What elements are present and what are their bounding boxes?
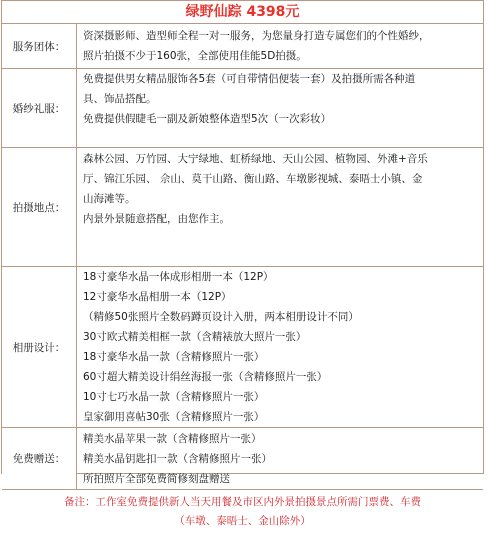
content-line: 内景外景随意搭配，由您作主。 bbox=[83, 213, 230, 225]
row-content bbox=[77, 69, 483, 147]
row-content bbox=[77, 148, 483, 266]
content-line: 精美水晶钥匙扣一款（含精修照片一张） bbox=[83, 453, 272, 465]
remarks-line: 备注：工作室免费提供新人当天用餐及市区内外景拍摄景点所需门票费、车费 bbox=[64, 496, 421, 508]
content-line: 30寸欧式精美相框一款（含精裱放大照片一张） bbox=[83, 331, 307, 343]
remarks-line: （车墩、泰晤士、金山除外） bbox=[174, 515, 311, 527]
content-line: 10寸七巧水晶一款（含精修照片一张） bbox=[83, 391, 265, 403]
row-label: 相册设计： bbox=[2, 267, 77, 427]
content-line: （精修50张照片全数码蹲页设计入册，两本相册设计不同） bbox=[83, 311, 359, 323]
row-label: 婚纱礼服： bbox=[2, 69, 77, 147]
content-line: 精美水晶苹果一款（含精修照片一张） bbox=[83, 433, 262, 445]
row-content bbox=[77, 267, 483, 427]
remarks-note bbox=[2, 490, 483, 536]
row-album-design bbox=[2, 267, 483, 428]
content-line: 免费提供假睫毛一副及新娘整体造型5次（一次彩妆） bbox=[83, 113, 332, 125]
content-line: 森林公园、万竹园、大宁绿地、虹桥绿地、天山公园、植物园、外滩+音乐 bbox=[83, 153, 428, 165]
row-content bbox=[77, 24, 483, 68]
row-wedding-dress bbox=[2, 69, 483, 148]
package-title: 绿野仙踪 4398元 bbox=[2, 1, 483, 24]
content-line: 60寸超大精美设计绢丝海报一张（含精修照片一张） bbox=[83, 371, 328, 383]
content-line: 山海滩等。 bbox=[83, 193, 136, 205]
content-line: 18寸豪华水晶一体成形相册一本（12P） bbox=[83, 271, 274, 283]
content-line: 18寸豪华水晶一款（含精修照片一张） bbox=[83, 351, 265, 363]
row-service-team bbox=[2, 24, 483, 69]
row-shoot-locations bbox=[2, 148, 483, 267]
row-label: 免费赠送： bbox=[2, 428, 77, 489]
row-label: 拍摄地点： bbox=[2, 148, 77, 266]
row-content bbox=[77, 428, 483, 489]
content-line: 所拍照片全部免费简修刻盘赠送 bbox=[83, 473, 230, 485]
content-line: 具、饰品搭配。 bbox=[83, 93, 157, 105]
content-line: 12寸豪华水晶相册一本（12P） bbox=[83, 291, 232, 303]
content-line: 免费提供男女精品服饰各5套（可自带情侣便装一套）及拍摄所需各种道 bbox=[83, 73, 416, 85]
package-table bbox=[1, 0, 484, 527]
content-line: 皇家御用喜帖30张（含精修照片一张） bbox=[83, 411, 265, 423]
content-line: 厅、锦江乐园、 佘山、莫干山路、衡山路、车墩影视城、泰晤士小镇、金 bbox=[83, 173, 423, 185]
row-free-gifts bbox=[2, 428, 483, 490]
row-label: 服务团体： bbox=[2, 24, 77, 68]
content-line: 照片拍摄不少于160张，全部使用佳能5D拍摄。 bbox=[83, 50, 307, 62]
content-line: 资深摄影师、造型师全程一对一服务，为您量身打造专属您们的个性婚纱， bbox=[83, 30, 430, 42]
